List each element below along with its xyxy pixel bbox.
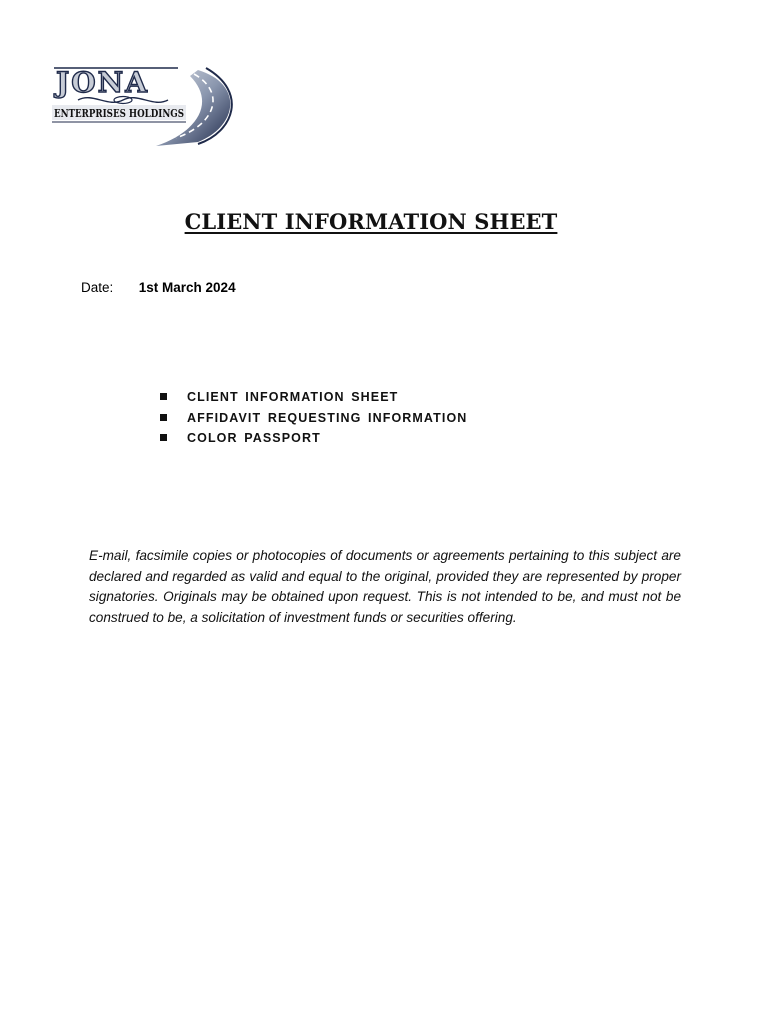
logo-name-bottom: ENTERPRISES HOLDINGS — [54, 106, 184, 120]
square-bullet-icon — [160, 393, 167, 400]
company-logo — [48, 62, 244, 148]
page-title: CLIENT INFORMATION SHEET — [184, 209, 558, 234]
date-value: 1st March 2024 — [138, 280, 236, 295]
checklist-item — [160, 428, 467, 449]
checklist-item — [160, 408, 467, 429]
checklist-item — [160, 387, 467, 408]
checklist-item-label: COLOR PASSPORT — [187, 431, 321, 445]
logo-name-top: JONA — [56, 66, 149, 99]
checklist-item-label: AFFIDAVIT REQUESTING INFORMATION — [187, 410, 468, 425]
square-bullet-icon — [160, 414, 167, 421]
disclaimer-paragraph: E-mail, facsimile copies or photocopies of documents or agreements pertaining to this subject are declared and regarded as valid and equal to the original, provided they are represented by proper signatories. Originals may be obtained upon request. This is not intended to be, and must not be construed to be, a solicitation of investment funds or securities offering. — [89, 548, 681, 625]
date-label: Date: — [81, 280, 114, 295]
company-logo-graphic — [48, 62, 244, 148]
square-bullet-icon — [160, 434, 167, 441]
date-row — [81, 280, 236, 295]
checklist-item-label: CLIENT INFORMATION SHEET — [187, 390, 399, 404]
document-checklist — [160, 387, 467, 449]
